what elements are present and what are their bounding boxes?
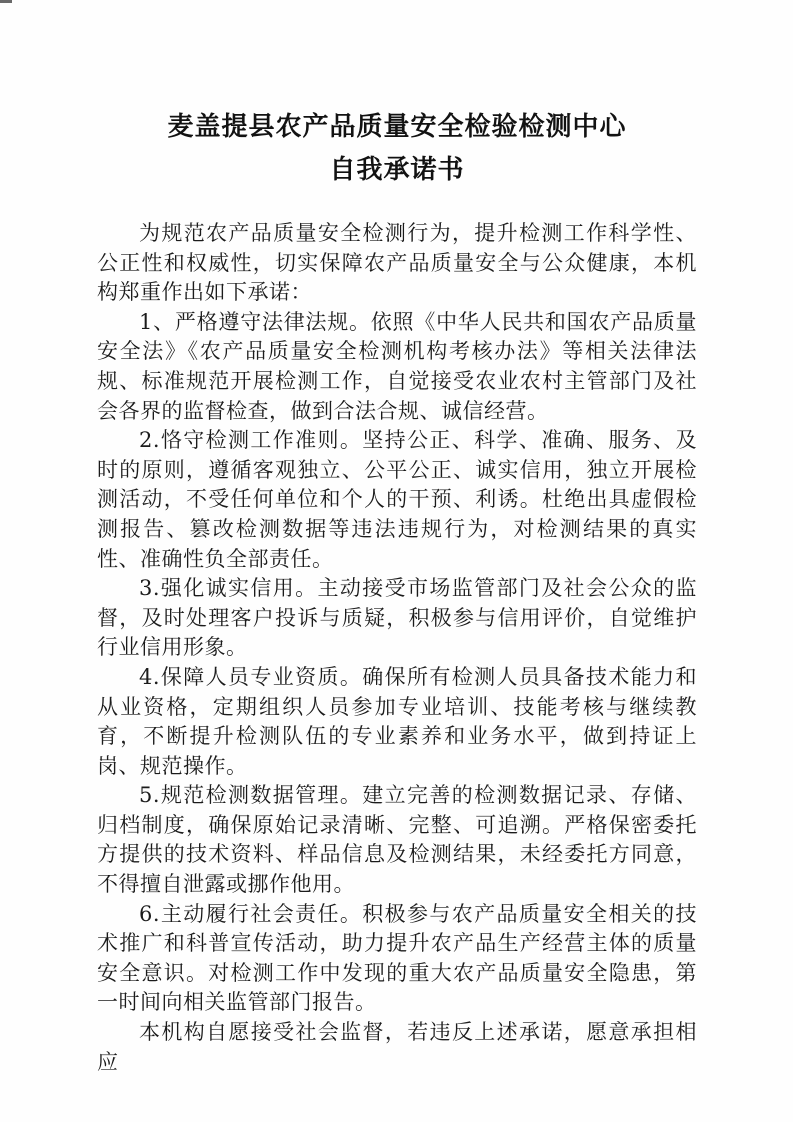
paragraph-item-5: 5.规范检测数据管理。建立完善的检测数据记录、存储、归档制度，确保原始记录清晰、完整、可追溯。严格保密委托方提供的技术资料、样品信息及检测结果，未经委托方同意，不得擅自泄露或挪作他用。 — [97, 783, 697, 897]
document-subtitle: 自我承诺书 — [329, 155, 465, 185]
paragraph-item-2: 2.恪守检测工作准则。坚持公正、科学、准确、服务、及时的原则，遵循客观独立、公平公正、诚实信用，独立开展检测活动，不受任何单位和个人的干预、利诱。杜绝出具虚假检测报告、篡改检测数据等违法违规行为，对检测结果的真实性、准确性负全部责任。 — [97, 428, 697, 571]
paragraph-item-6: 6.主动履行社会责任。积极参与农产品质量安全相关的技术推广和科普宣传活动，助力提升农产品生产经营主体的质量安全意识。对检测工作中发现的重大农产品质量安全隐患，第一时间向相关监管部门报告。 — [97, 901, 697, 1015]
document-title: 麦盖提县农产品质量安全检验检测中心 — [167, 112, 627, 142]
paragraph-item-4: 4.保障人员专业资质。确保所有检测人员具备技术能力和从业资格，定期组织人员参加专业培训、技能考核与继续教育，不断提升检测队伍的专业素养和业务水平，做到持证上岗、规范操作。 — [97, 664, 697, 778]
paragraph-item-1: 1、严格遵守法律法规。依照《中华人民共和国农产品质量安全法》《农产品质量安全检测机构考核办法》等相关法律法规、标准规范开展检测工作，自觉接受农业农村主管部门及社会各界的监督检查，做到合法合规、诚信经营。 — [97, 309, 697, 423]
paragraph-closing: 本机构自愿接受社会监督，若违反上述承诺，愿意承担相应 — [97, 1020, 697, 1074]
document-body — [97, 219, 697, 1077]
document-content — [97, 106, 697, 1077]
paragraph-item-3: 3.强化诚实信用。主动接受市场监管部门及社会公众的监督，及时处理客户投诉与质疑，积极参与信用评价，自觉维护行业信用形象。 — [97, 576, 697, 660]
scan-artifact — [0, 0, 12, 3]
paragraph-intro: 为规范农产品质量安全检测行为，提升检测工作科学性、公正性和权威性，切实保障农产品质量安全与公众健康，本机构郑重作出如下承诺： — [97, 221, 697, 305]
